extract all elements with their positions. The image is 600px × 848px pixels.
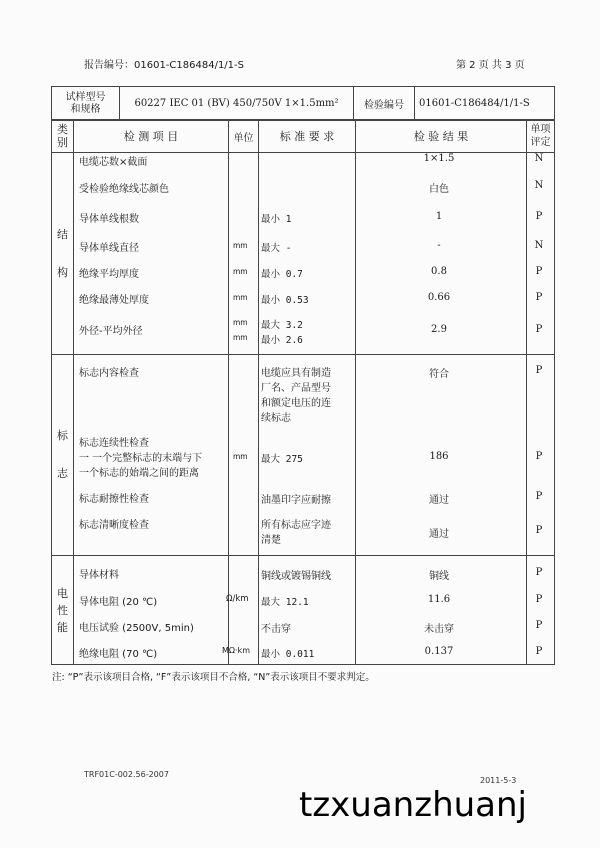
test-no-label: 检验编号: [354, 87, 415, 121]
table-row-judge: P: [535, 646, 543, 657]
table-row-standard: 最小 1: [261, 214, 292, 225]
table-row-unit: mm: [233, 452, 248, 461]
table-row-unit: mm: [233, 267, 248, 276]
table-row-standard: 最大 3.2: [261, 320, 303, 331]
table-row-result: 0.66: [427, 292, 451, 303]
table-row-item: 标志内容检查: [79, 368, 139, 379]
table-row-result: 铜线: [429, 571, 449, 582]
table-row-judge: P: [535, 324, 543, 335]
col-header-unit: 单位: [229, 120, 259, 153]
table-row-item: 导体单线直径: [79, 243, 139, 254]
table-row-result: 白色: [429, 184, 449, 195]
model-label-cell: [52, 87, 120, 121]
table-row-standard: 最大 -: [261, 243, 292, 254]
watermark-text: tzxuanzhuanj: [299, 785, 528, 825]
table-row-unit: mm: [233, 318, 248, 327]
table-row-result: 186: [429, 451, 449, 462]
table-row-standard: 最小 0.7: [261, 269, 303, 280]
table-row-result: 通过: [429, 495, 449, 506]
table-row-result: -: [437, 240, 441, 251]
table-row-standard: 最小 0.53: [261, 295, 309, 306]
table-row-judge: N: [534, 153, 544, 164]
form-number: TRF01C-002.56-2007: [84, 770, 169, 779]
category-structure: 结 构: [52, 153, 74, 355]
table-row-judge: N: [534, 180, 544, 191]
col-header-result: 检 验 结 果: [356, 120, 527, 153]
table-row-standard: 最大 12.1: [261, 597, 309, 608]
legend-note: 注: “P”表示该项目合格, “F”表示该项目不合格, “N”表示该项目不要求判定。: [52, 672, 375, 683]
table-row-judge: P: [535, 525, 543, 536]
table-row-judge: P: [535, 594, 543, 605]
table-row-result: 0.137: [424, 646, 454, 657]
table-row-judge: P: [535, 365, 543, 376]
table-row-result: 1: [435, 211, 443, 222]
table-row-unit: Ω/km: [226, 594, 249, 604]
table-row-standard-2: 最小 2.6: [261, 335, 303, 346]
col-header-standard: 标 准 要 求: [259, 120, 356, 153]
category-marking: 标 志: [52, 355, 74, 556]
table-row-judge: P: [535, 567, 543, 578]
table-row-result: 通过: [429, 529, 449, 540]
col-header-item: 检 测 项 目: [74, 120, 229, 153]
table-row-standard: 铜线或镀锡铜线: [261, 571, 331, 582]
table-row-item: 标志连续性检查: [79, 438, 149, 449]
table-row-standard: 油墨印字应耐擦: [261, 495, 331, 506]
table-row-standard: 不击穿: [261, 624, 291, 635]
table-row-judge: P: [535, 292, 543, 303]
model-label-line1: 试样型号: [65, 91, 106, 103]
table-row-standard-2: 厂名、产品型号: [261, 383, 331, 394]
table-row-unit-2: mm: [233, 333, 248, 342]
table-row-result: 11.6: [427, 594, 451, 605]
table-row-judge: N: [534, 240, 544, 251]
table-row-judge: P: [535, 266, 543, 277]
table-row-item-3: 一个标志的始端之间的距离: [79, 468, 199, 479]
table-row-item: 导体单线根数: [79, 214, 139, 225]
table-row-item-2: 一 一个完整标志的末端与下: [79, 453, 203, 464]
table-row-item: 绝缘电阻 (70 ℃): [79, 649, 158, 660]
table-row-item: 受检验绝缘线芯颜色: [79, 184, 169, 195]
table-row-result: 1×1.5: [423, 153, 455, 164]
table-row-item: 导体材料: [79, 570, 119, 581]
table-row-item: 标志清晰度检查: [79, 520, 149, 531]
table-row-item: 绝缘最薄处厚度: [79, 295, 149, 306]
table-row-result: 2.9: [431, 324, 447, 335]
table-row-standard-2: 清楚: [261, 535, 281, 546]
table-row-item: 导体电阻 (20 ℃): [79, 597, 158, 608]
category-electrical: 电 性 能: [52, 556, 74, 665]
report-number: 报告编号：01601-C186484/1/1-S: [84, 60, 244, 71]
sample-info-table: [51, 86, 555, 121]
table-row-standard: 电缆应具有制造: [261, 368, 331, 379]
table-row-item: 电缆芯数×截面: [79, 157, 148, 168]
col-header-category: 类 别: [52, 120, 74, 153]
table-row-standard-4: 续标志: [261, 413, 291, 424]
model-label-line2: 和规格: [70, 103, 101, 115]
table-row-standard-3: 和额定电压的连: [261, 398, 331, 409]
model-value: 60227 IEC 01 (BV) 450/750V 1×1.5mm²: [120, 87, 354, 121]
page-indicator: 第 2 页 共 3 页: [456, 60, 525, 71]
table-row-result: 符合: [429, 369, 449, 380]
table-row-item: 电压试验 (2500V, 5min): [79, 623, 194, 634]
table-row-item: 绝缘平均厚度: [79, 269, 139, 280]
test-no-value: 01601-C186484/1/1-S: [415, 87, 555, 121]
table-row-standard: 最大 275: [261, 454, 303, 465]
footer-date: 2011-5-3: [480, 776, 517, 785]
table-row-judge: P: [535, 491, 543, 502]
table-row-unit: mm: [233, 293, 248, 302]
table-row-unit: mm: [233, 241, 248, 250]
table-row-item: 外径-平均外径: [79, 326, 143, 337]
table-row-standard: 最小 0.011: [261, 649, 315, 660]
table-row-judge: P: [535, 211, 543, 222]
table-row-unit: MΩ·km: [222, 646, 250, 655]
table-row-item: 标志耐擦性检查: [79, 494, 149, 505]
table-row-result: 未击穿: [424, 624, 454, 635]
table-row-judge: P: [535, 620, 543, 631]
col-header-judge: 单项 评定: [527, 120, 555, 153]
table-row-standard: 所有标志应字迹: [261, 520, 331, 531]
table-row-result: 0.8: [431, 266, 447, 277]
table-row-judge: P: [535, 451, 543, 462]
